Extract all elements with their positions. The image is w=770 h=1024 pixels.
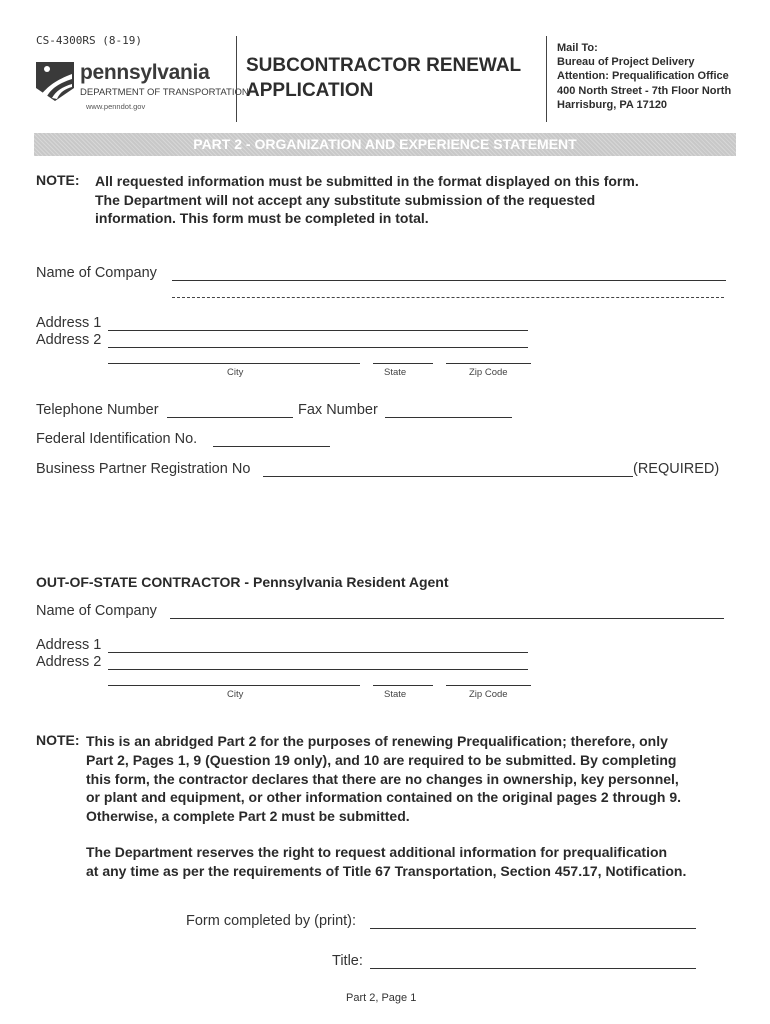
note2-line4: or plant and equipment, or other information contained on the original pages 2 through 9. [86,789,682,806]
bp-required-label: (REQUIRED) [633,461,720,477]
completed-by-input[interactable] [370,911,696,929]
form-code: CS-4300RS (8-19) [36,34,142,47]
form-title-line1: SUBCONTRACTOR RENEWAL [246,55,522,76]
oos-city-caption: City [227,689,244,700]
note1-line3: information. This form must be completed in total. [95,210,429,226]
note2-line5: Otherwise, a complete Part 2 must be submitted. [86,808,410,825]
oos-zip-input[interactable] [446,668,531,686]
mail-to-block [557,41,731,112]
mail-to-heading: Mail To: [557,42,598,54]
form-title-line2: APPLICATION [246,80,374,101]
oos-name-input[interactable] [170,601,724,619]
company-zip-input[interactable] [446,346,531,364]
company-zip-caption: Zip Code [469,367,508,378]
header-divider-left [236,36,237,122]
fax-label: Fax Number [298,402,378,418]
company-address1-input[interactable] [108,313,528,331]
completed-by-label: Form completed by (print): [186,913,357,929]
note3-line1: The Department reserves the right to request additional information for prequalification [86,844,668,860]
company-address2-label: Address 2 [36,332,102,348]
fein-label: Federal Identification No. [36,431,198,447]
note1-line2: The Department will not accept any substitute submission of the requested [95,191,596,208]
company-city-input[interactable] [108,346,360,364]
company-name-second-line[interactable] [172,297,724,298]
note2-line2: Part 2, Pages 1, 9 (Question 19 only), and 10 are required to be submitted. By completing [86,751,677,768]
telephone-input[interactable] [167,400,293,418]
note1-label: NOTE: [36,172,80,188]
fax-input[interactable] [385,400,512,418]
bp-registration-label: Business Partner Registration No [36,461,251,477]
header-divider-right [546,36,547,122]
mail-to-line2: Attention: Prequalification Office [557,70,729,83]
mail-to-line1: Bureau of Project Delivery [557,56,695,69]
note3-line2: at any time as per the requirements of Title 67 Transportation, Section 457.17, Notification. [86,863,687,879]
section-banner-text: PART 2 - ORGANIZATION AND EXPERIENCE STATEMENT [193,136,577,152]
oos-name-label: Name of Company [36,603,157,619]
mail-to-line3: 400 North Street - 7th Floor North [557,84,732,97]
fein-input[interactable] [213,429,330,447]
oos-address1-label: Address 1 [36,637,102,653]
oos-state-caption: State [384,689,407,700]
company-state-input[interactable] [373,346,433,364]
bp-registration-input[interactable] [263,459,633,477]
company-address1-label: Address 1 [36,315,102,331]
oos-address1-input[interactable] [108,635,528,653]
note3-text [86,843,686,881]
note1-line1: All requested information must be submitted in the format displayed on this form. [95,173,639,189]
note2-line1: This is an abridged Part 2 for the purposes of renewing Prequalification; therefore, only [86,733,668,749]
page-label: Part 2, Page 1 [346,992,417,1004]
mail-to-line4: Harrisburg, PA 17120 [557,98,668,111]
telephone-label: Telephone Number [36,402,159,418]
oos-city-input[interactable] [108,668,360,686]
logo-website: www.penndot.gov [86,102,146,111]
out-of-state-heading: OUT-OF-STATE CONTRACTOR - Pennsylvania Resident Agent [36,574,449,590]
oos-zip-caption: Zip Code [469,689,508,700]
note2-label: NOTE: [36,732,80,748]
penndot-logo [34,58,249,118]
note2-line3: this form, the contractor declares that there are no changes in ownership, key personnel, [86,770,679,787]
title-label: Title: [332,953,363,969]
company-name-label: Name of Company [36,265,157,281]
title-input[interactable] [370,951,696,969]
oos-address2-label: Address 2 [36,654,102,670]
note1-text [95,172,639,228]
section-banner [34,133,736,156]
logo-name: pennsylvania [80,61,210,84]
note2-text [86,732,681,826]
company-state-caption: State [384,367,407,378]
oos-state-input[interactable] [373,668,433,686]
logo-department: DEPARTMENT OF TRANSPORTATION [80,87,249,98]
company-name-input[interactable] [172,263,726,281]
company-city-caption: City [227,367,244,378]
keystone-road-icon [34,58,76,102]
